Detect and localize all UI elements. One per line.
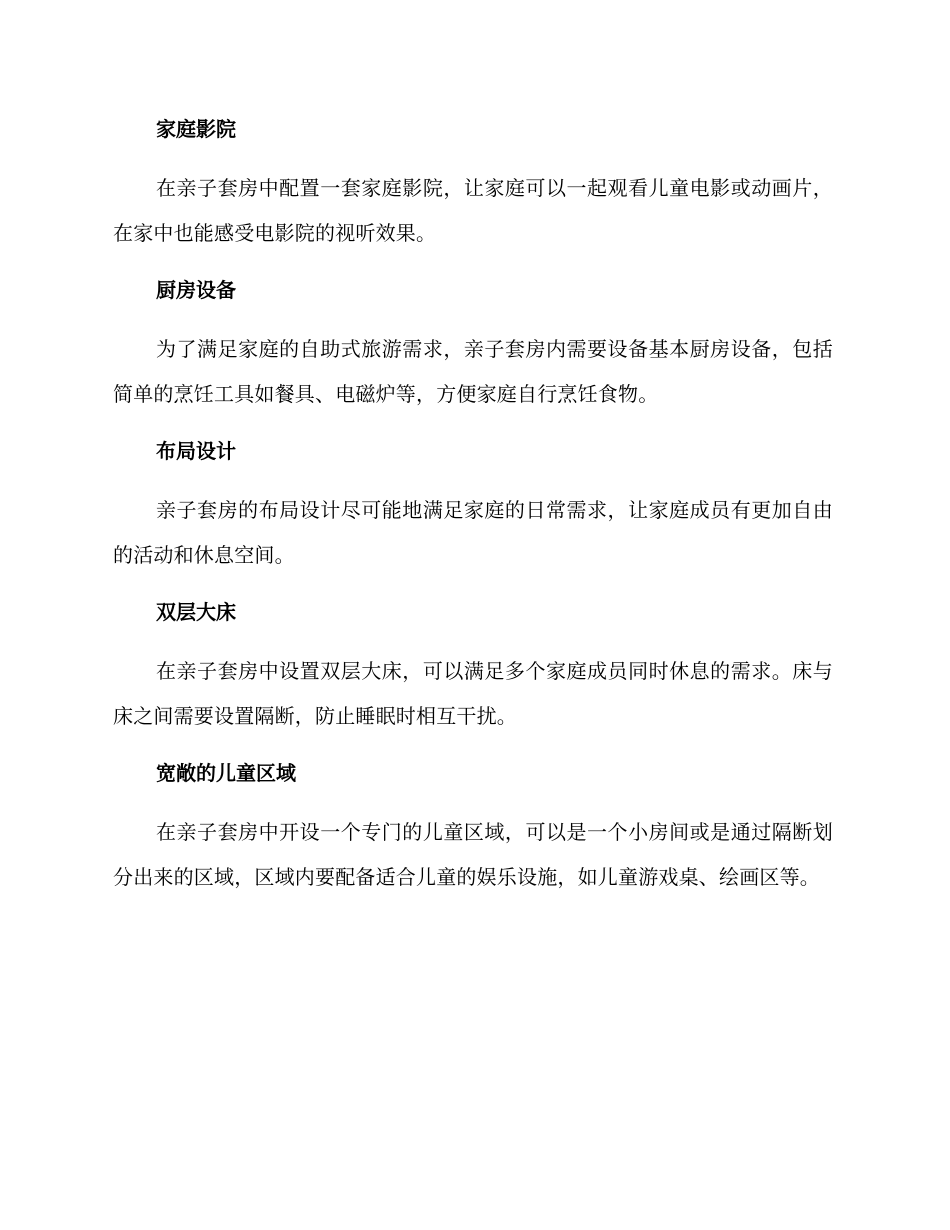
section-heading-home-theater: 家庭影院 bbox=[156, 117, 236, 141]
section-heading-layout: 布局设计 bbox=[156, 439, 236, 463]
section-heading-bunk-bed: 双层大床 bbox=[156, 600, 236, 624]
section-heading-kitchen: 厨房设备 bbox=[156, 278, 236, 302]
section-paragraph-kitchen: 为了满足家庭的自助式旅游需求，亲子套房内需要设备基本厨房设备，包括简单的烹饪工具如餐具、电磁炉等，方便家庭自行烹饪食物。 bbox=[113, 337, 833, 406]
document-page bbox=[113, 112, 833, 917]
section-paragraph-bunk-bed: 在亲子套房中设置双层大床，可以满足多个家庭成员同时休息的需求。床与床之间需要设置隔断，防止睡眠时相互干扰。 bbox=[113, 659, 833, 728]
section-paragraph-kids-area: 在亲子套房中开设一个专门的儿童区域，可以是一个小房间或是通过隔断划分出来的区域，区域内要配备适合儿童的娱乐设施，如儿童游戏桌、绘画区等。 bbox=[113, 820, 833, 889]
section-heading-kids-area: 宽敞的儿童区域 bbox=[156, 761, 296, 785]
section-paragraph-layout: 亲子套房的布局设计尽可能地满足家庭的日常需求，让家庭成员有更加自由的活动和休息空间。 bbox=[113, 498, 833, 567]
section-paragraph-home-theater: 在亲子套房中配置一套家庭影院，让家庭可以一起观看儿童电影或动画片，在家中也能感受电影院的视听效果。 bbox=[113, 176, 833, 245]
